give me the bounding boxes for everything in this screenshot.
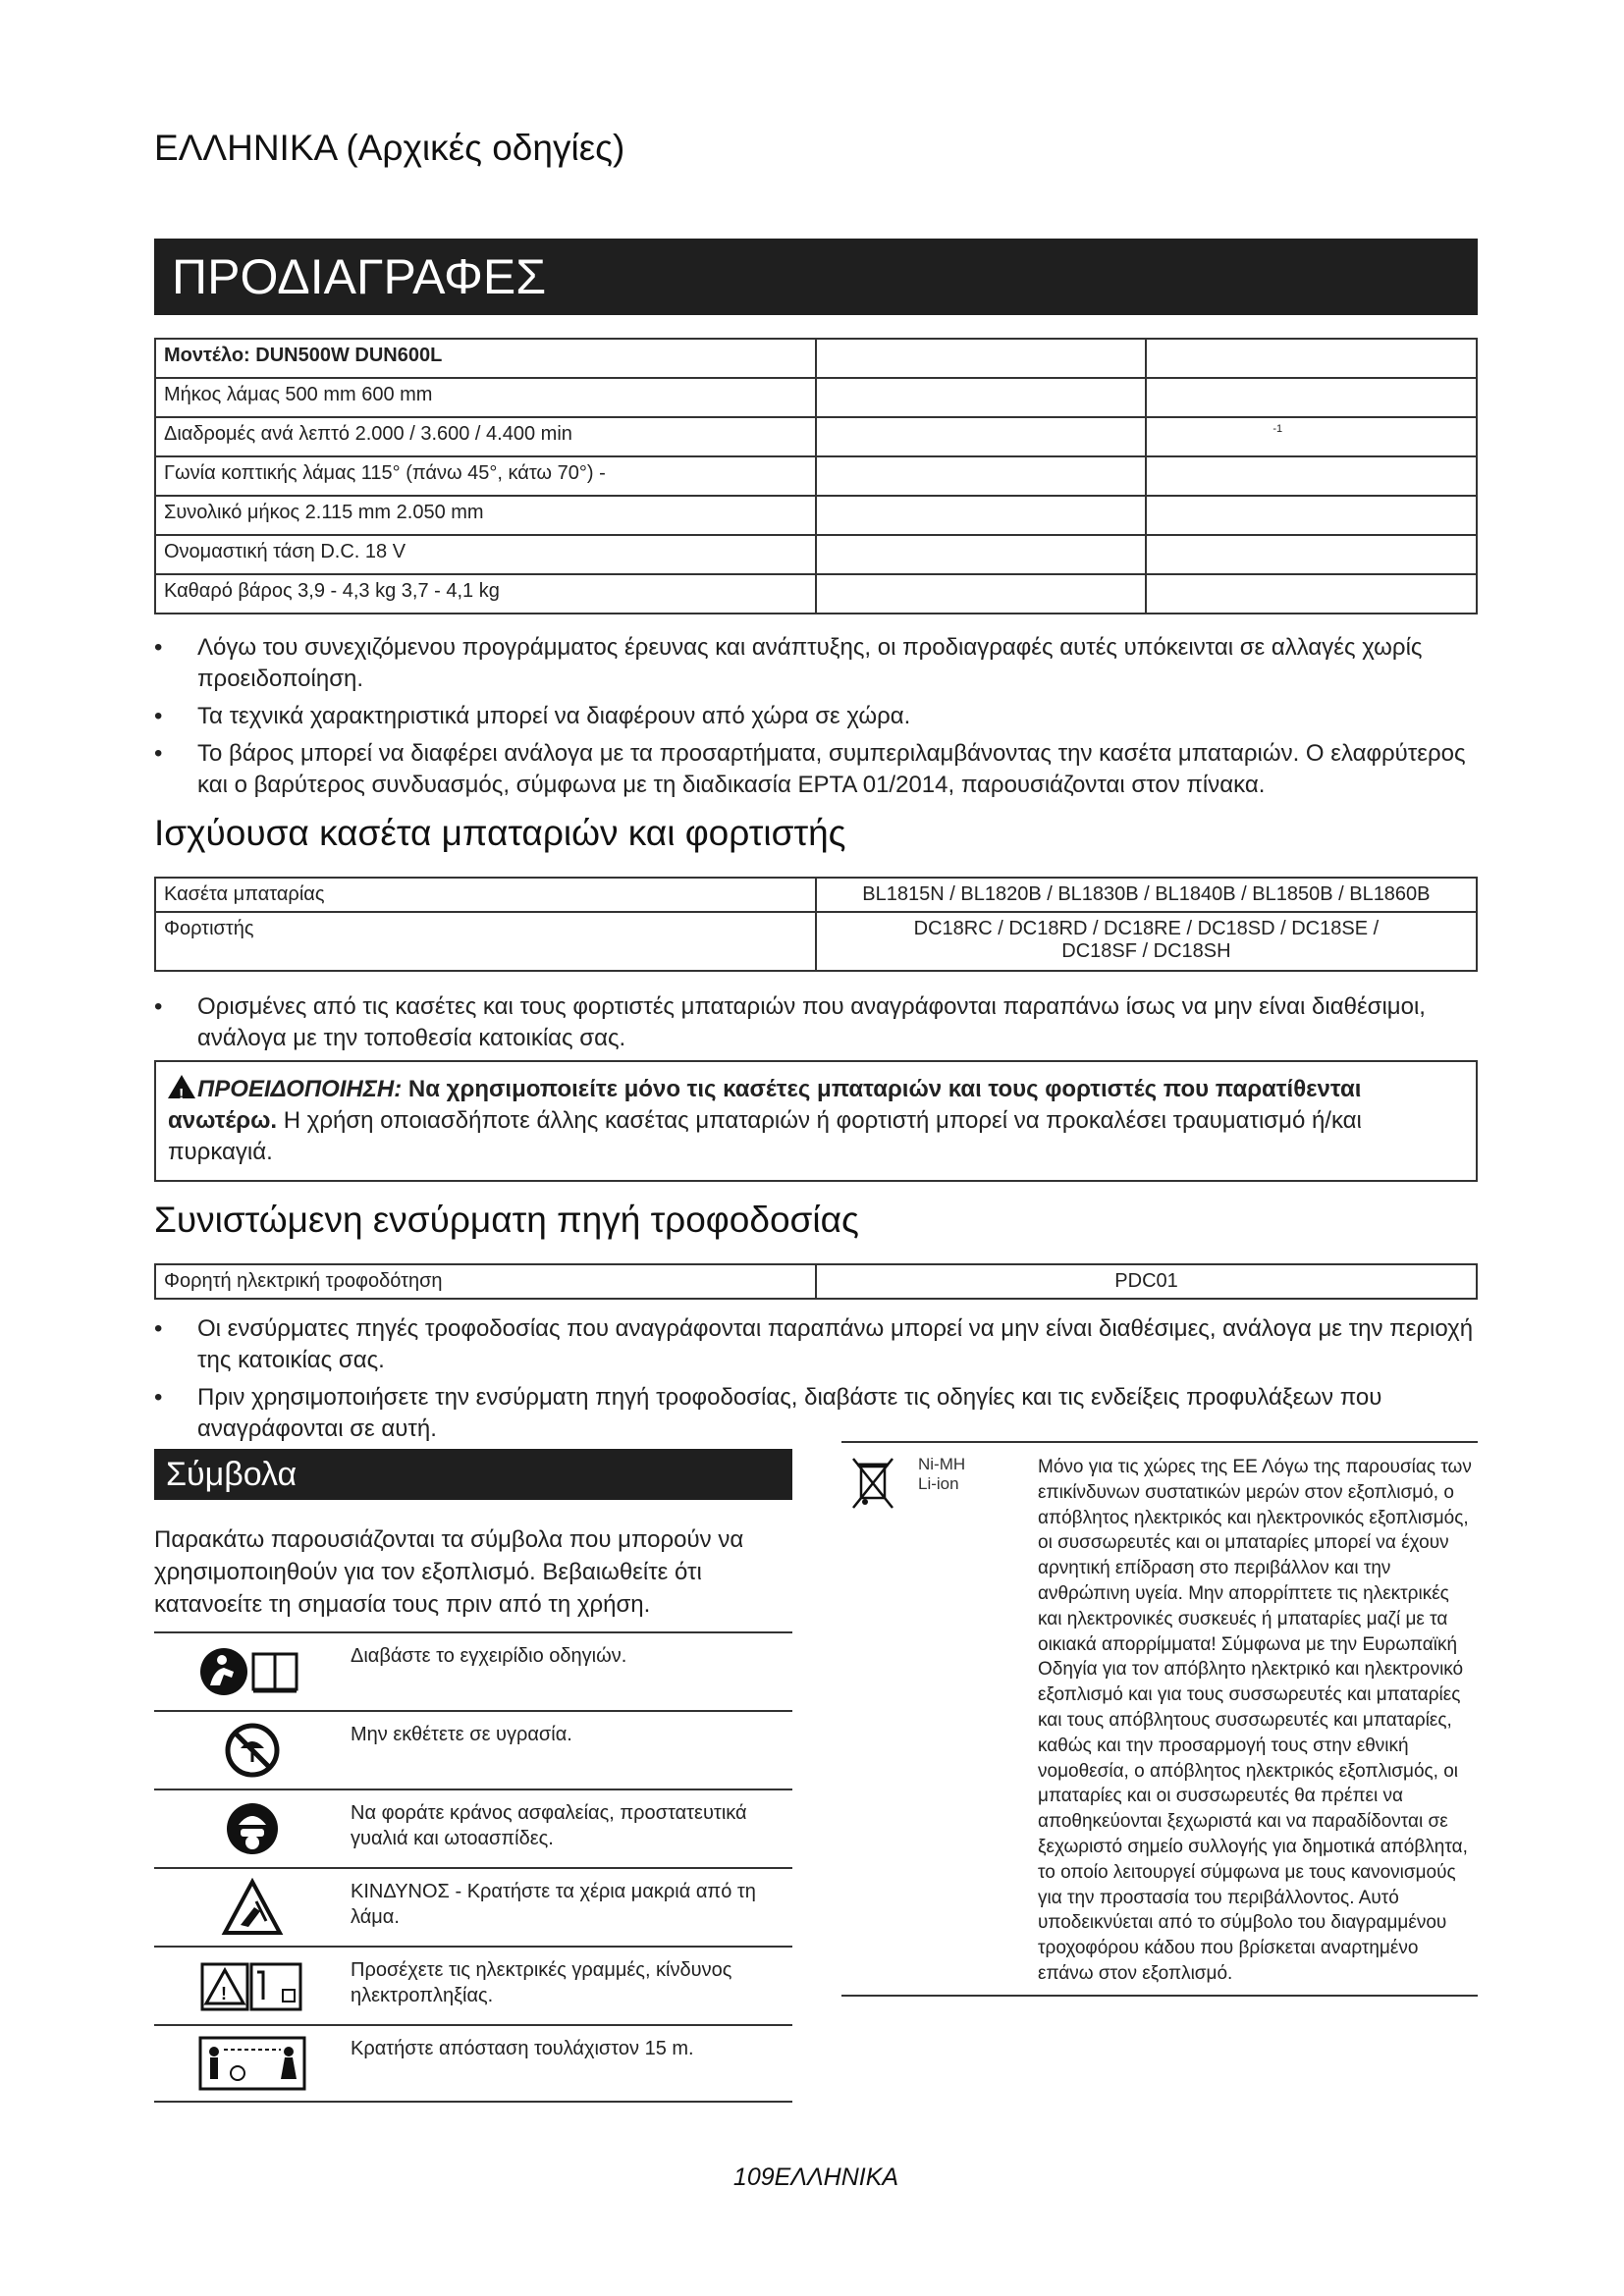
table-row [154,1867,792,1946]
read-manual-icon [154,1633,351,1710]
spec-cell [1146,456,1477,496]
spec-cell [816,378,1146,417]
symbols-table [154,1631,792,2103]
table-row [154,1946,792,2024]
charger-value: DC18RC / DC18RD / DC18RE / DC18SD / DC18SE / DC18SF / DC18SH [816,912,1477,971]
table-row [154,1631,792,1710]
spec-cell [816,339,1146,378]
crossed-bin-icon [841,1455,910,1995]
note-text: Οι ενσύρματες πηγές τροφοδοσίας που αναγράφονται παραπάνω μπορεί να μην είναι διαθέσιμες, ανάλογα με την περιοχή της κατοικίας σας. [197,1315,1474,1373]
specs-heading: ΠΡΟΔΙΑΓΡΑΦΕΣ [154,239,1478,315]
table-row [155,378,1477,417]
protective-gear-icon [154,1790,351,1867]
symbols-heading: Σύμβολα [154,1449,792,1500]
battery-heading: Ισχύουσα κασέτα μπαταριών και φορτιστής [154,813,846,853]
symbol-description: Μην εκθέτετε σε υγρασία. [351,1724,572,1745]
spec-blade-length: Μήκος λάμας 500 mm 600 mm [155,378,816,417]
list-item: • Ορισμένες από τις κασέτες και τους φορτιστές μπαταριών που αναγράφονται παραπάνω ίσως να μην είναι διαθέσιμοι, ανάλογα με την τοποθεσία κατοικίας σας. [154,993,1426,1051]
spec-voltage: Ονομαστική τάση D.C. 18 V [155,535,816,574]
list-item: • Το βάρος μπορεί να διαφέρει ανάλογα με τα προσαρτήματα, συμπεριλαμβάνοντας την κασέτα μπαταριών. Ο ελαφρύτερος και ο βαρύτερος συνδυασμός, σύμφωνα με τη διαδικασία EPTA 01/2014, παρουσιάζονται στον πίνακα. [154,740,1466,798]
table-row [155,417,1477,456]
weee-text: Μόνο για τις χώρες της ΕΕ Λόγω της παρουσίας των επικίνδυνων συστατικών μερών στον εξοπλισμό, ο απόβλητος ηλεκτρικός και ηλεκτρονικός εξοπλισμός, οι συσσωρευτές και οι μπαταρίες μπορεί να έχουν αρνητική επίδραση στο περιβάλλον και την ανθρώπινη υγεία. Μην απορρίπτετε τις ηλεκτρικές και ηλεκτρονικές συσκευές ή μπαταρίες μαζί με τα οικιακά απορρίμματα! Σύμφωνα με την Ευρωπαϊκή Οδηγία για τον απόβλητο ηλεκτρικό και ηλεκτρονικό εξοπλισμό και για τους συσσωρευτές και μπαταρίες και τους απόβλητους συσσωρευτές και μπαταρίες, καθώς και την προσαρμογή τους στην εθνική νομοθεσία, ο απόβλητος ηλεκτρικός εξοπλισμός, οι μπαταρίες και οι συσσωρευτές θα πρέπει να αποθηκεύονται ξεχωριστά και να παραδίδονται σε ξεχωριστό σημείο συλλογής για δημοτικά απόβλητα, το οποίο λειτουργεί σύμφωνα με τους κανονισμούς για την προστασία του περιβάλλοντος. Αυτό υποδεικνύεται από το σύμβολο του διαγραμμένου τροχοφόρου κάδου που βρίσκεται αναρτημένο επάνω στον εξοπλισμό. [1038,1457,1472,1984]
spec-blade-angle: Γωνία κοπτικής λάμας 115° (πάνω 45°, κάτω 70°) - [155,456,816,496]
note-text: Το βάρος μπορεί να διαφέρει ανάλογα με τα προσαρτήματα, συμπεριλαμβάνοντας την κασέτα μπαταριών. Ο ελαφρύτερος και ο βαρύτερος συνδυασμός, σύμφωνα με τη διαδικασία EPTA 01/2014, παρουσιάζονται στον πίνακα. [197,740,1466,798]
power-value: PDC01 [816,1264,1477,1299]
battery-label: Κασέτα μπαταρίας [155,878,816,912]
spec-cell [816,456,1146,496]
list-item: • Πριν χρησιμοποιήσετε την ενσύρματη πηγή τροφοδοσίας, διαβάστε τις οδηγίες και τις ενδείξεις προφυλάξεων που αναγράφονται σε αυτή. [154,1384,1382,1442]
table-row [155,574,1477,614]
warning-bold-text: Να χρησιμοποιείτε μόνο τις κασέτες μπαταριών και τους φορτιστές που παρατίθενται ανωτέρω. [168,1076,1362,1134]
spec-overall-length: Συνολικό μήκος 2.115 mm 2.050 mm [155,496,816,535]
spec-strokes: Διαδρομές ανά λεπτό 2.000 / 3.600 / 4.400 min [155,417,816,456]
warning-text: Η χρήση οποιασδήποτε άλλης κασέτας μπαταριών ή φορτιστή μπορεί να προκαλέσει τραυματισμό ή/και πυρκαγιά. [168,1107,1362,1165]
weee-block [841,1441,1478,1997]
table-row [155,339,1477,378]
symbol-description: Να φοράτε κράνος ασφαλείας, προστατευτικά γυαλιά και ωτοασπίδες. [351,1802,747,1849]
specs-table [154,338,1478,614]
spec-net-weight: Καθαρό βάρος 3,9 - 4,3 kg 3,7 - 4,1 kg [155,574,816,614]
spec-cell [1146,378,1477,417]
spec-cell [1146,496,1477,535]
symbol-description: Διαβάστε το εγχειρίδιο οδηγιών. [351,1645,627,1667]
table-row [154,1789,792,1867]
power-notes [154,1313,1478,1451]
battery-notes [154,991,1478,1060]
power-lines-icon [154,1948,351,2024]
battery-types [910,1455,1038,1995]
symbol-description: Προσέχετε τις ηλεκτρικές γραμμές, κίνδυνος ηλεκτροπληξίας. [351,1959,732,2006]
spec-cell [1146,574,1477,614]
battery-type-nimh: Ni-MH [918,1455,966,1473]
list-item: • Οι ενσύρματες πηγές τροφοδοσίας που αναγράφονται παραπάνω μπορεί να μην είναι διαθέσιμες, ανάλογα με την περιοχή της κατοικίας σας. [154,1315,1474,1373]
power-table [154,1263,1478,1300]
no-rain-icon [154,1712,351,1789]
charger-label: Φορτιστής [155,912,816,971]
svg-text:!: ! [221,1984,227,2003]
note-text: Λόγω του συνεχιζόμενου προγράμματος έρευνας και ανάπτυξης, οι προδιαγραφές αυτές υπόκεινται σε αλλαγές χωρίς προειδοποίηση. [197,634,1423,692]
table-row [154,1710,792,1789]
specs-notes [154,632,1478,807]
spec-cell [1146,535,1477,574]
battery-table [154,877,1478,972]
spec-cell [816,417,1146,456]
blade-danger-icon [154,1869,351,1946]
battery-type-liion: Li-ion [918,1474,959,1493]
warning-label: ΠΡΟΕΙΔΟΠΟΙΗΣΗ: [197,1076,403,1102]
table-row [155,496,1477,535]
document-title: ΕΛΛΗΝΙΚΑ (Αρχικές οδηγίες) [154,128,625,168]
table-row [155,535,1477,574]
symbol-description: ΚΙΝΔΥΝΟΣ - Κρατήστε τα χέρια μακριά από τη λάμα. [351,1881,756,1928]
spec-cell [816,496,1146,535]
list-item: • Τα τεχνικά χαρακτηριστικά μπορεί να διαφέρουν από χώρα σε χώρα. [154,703,911,729]
spec-cell [816,574,1146,614]
spec-superscript: -1 [1272,423,1283,435]
battery-value: BL1815N / BL1820B / BL1830B / BL1840B / BL1850B / BL1860B [816,878,1477,912]
symbols-intro: Παρακάτω παρουσιάζονται τα σύμβολα που μπορούν να χρησιμοποιηθούν για τον εξοπλισμό. Βεβαιωθείτε ότι κατανοείτε τη σημασία τους πριν από τη χρήση. [154,1526,744,1618]
page-footer: 109ΕΛΛΗΝΙΚΑ [732,2163,899,2191]
spec-model: Μοντέλο: DUN500W DUN600L [155,339,816,378]
table-row [155,456,1477,496]
table-row [155,878,1477,912]
note-text: Τα τεχνικά χαρακτηριστικά μπορεί να διαφέρουν από χώρα σε χώρα. [197,703,911,729]
power-label: Φορητή ηλεκτρική τροφοδότηση [155,1264,816,1299]
keep-distance-icon [154,2026,351,2101]
spec-cell [1146,339,1477,378]
warning-icon: ! [168,1075,195,1098]
warning-box [154,1060,1478,1182]
table-row [154,2024,792,2103]
spec-cell [816,535,1146,574]
note-text: Πριν χρησιμοποιήσετε την ενσύρματη πηγή τροφοδοσίας, διαβάστε τις οδηγίες και τις ενδείξεις προφυλάξεων που αναγράφονται σε αυτή. [197,1384,1382,1442]
list-item: • Λόγω του συνεχιζόμενου προγράμματος έρευνας και ανάπτυξης, οι προδιαγραφές αυτές υπόκεινται σε αλλαγές χωρίς προειδοποίηση. [154,634,1423,692]
spec-cell [1146,417,1477,456]
table-row [155,912,1477,971]
table-row [155,1264,1477,1299]
symbol-description: Κρατήστε απόσταση τουλάχιστον 15 m. [351,2038,694,2059]
note-text: Ορισμένες από τις κασέτες και τους φορτιστές μπαταριών που αναγράφονται παραπάνω ίσως να μην είναι διαθέσιμοι, ανάλογα με την τοποθεσία κατοικίας σας. [197,993,1426,1051]
power-heading: Συνιστώμενη ενσύρματη πηγή τροφοδοσίας [154,1200,859,1240]
